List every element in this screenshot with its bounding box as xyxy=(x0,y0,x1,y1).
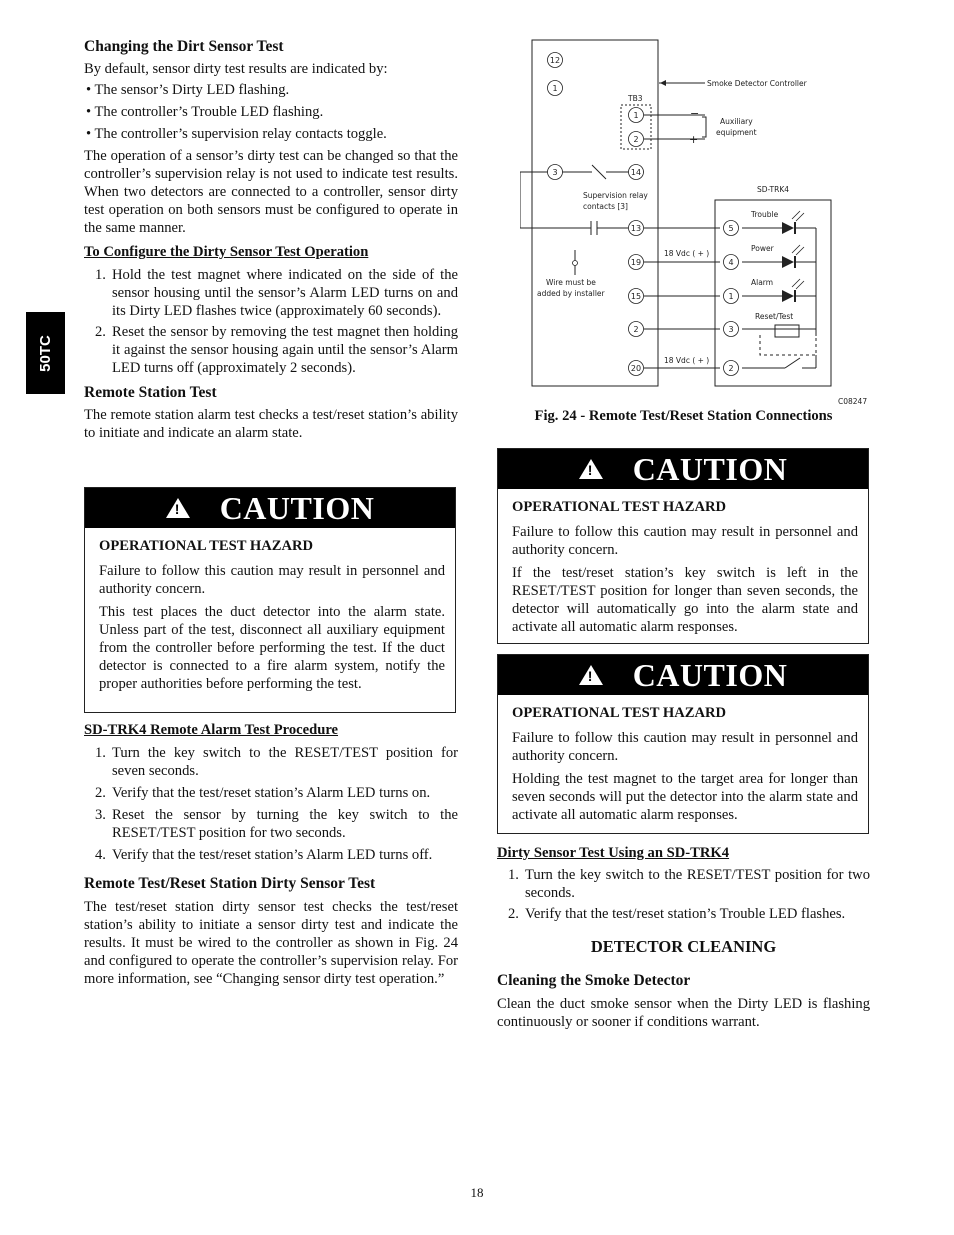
paragraph-operation: The operation of a sensor’s dirty test can be changed so that the controller’s supervision relay is not used to indicate test results. When two detectors are connected to a controller, sensor dirty test operation on both sensors must be configured to operate in the same manner. xyxy=(84,148,458,236)
trouble-led-icon xyxy=(782,222,794,234)
label-wire2: added by installer xyxy=(537,289,605,298)
terminal-label: 14 xyxy=(630,168,642,177)
terminal-label: 1 xyxy=(728,292,734,301)
list-item: • The controller’s Trouble LED flashing. xyxy=(86,104,324,120)
heading-dirty-sensor-test: Remote Test/Reset Station Dirty Sensor Test xyxy=(84,875,376,892)
caution-box-left xyxy=(84,487,456,713)
caution-text: Failure to follow this caution may result in personnel and authority concern. xyxy=(512,730,858,764)
label-vdc1: 18 Vdc ( + ) xyxy=(664,249,710,258)
caution-text: Holding the test magnet to the target area for longer than seven seconds will put the detector into the alarm state and activate all automatic alarm responses. xyxy=(512,771,858,823)
label-tb3: TB3 xyxy=(628,94,643,103)
list-item: 4. Verify that the test/reset station’s Alarm LED turns off. xyxy=(95,847,433,863)
label-trouble: Trouble xyxy=(751,210,779,219)
terminal-label: 15 xyxy=(630,292,642,301)
caution-box-right-1 xyxy=(497,448,869,644)
heading-dirty-sdtrk4: Dirty Sensor Test Using an SD-TRK4 xyxy=(497,845,730,861)
list-item: • The controller’s supervision relay contacts toggle. xyxy=(86,126,387,142)
heading-cleaning-smoke-detector: Cleaning the Smoke Detector xyxy=(497,972,691,989)
label-aux: Auxiliary xyxy=(720,117,753,126)
label-power: Power xyxy=(751,244,774,253)
list-item: • The sensor’s Dirty LED flashing. xyxy=(86,82,290,98)
hazard-title: OPERATIONAL TEST HAZARD xyxy=(512,499,727,515)
caution-title: CAUTION xyxy=(219,489,375,526)
terminal-label: 13 xyxy=(630,224,642,233)
terminal-label: 2 xyxy=(633,325,639,334)
terminal-label: 3 xyxy=(728,325,734,334)
caution-text: This test places the duct detector into the alarm state. Unless part of the test, disconnect all auxiliary equipment from the controller before performing the test. If the duct detector is connected to a fire alarm system, notify the proper authorities before performing the test. xyxy=(99,604,445,692)
terminal-label: 5 xyxy=(728,224,734,233)
hazard-title: OPERATIONAL TEST HAZARD xyxy=(512,705,727,721)
steps-configure xyxy=(84,266,458,377)
terminal-label: 4 xyxy=(728,258,734,267)
heading-changing-dirt-test: Changing the Dirt Sensor Test xyxy=(84,38,284,55)
terminal-label: 20 xyxy=(630,364,642,373)
list-item: 1. Hold the test magnet where indicated on the side of the sensor housing until the sensor’s Alarm LED turns on and its Dirty LED flashes twice (approximately 60 seconds). xyxy=(95,267,458,319)
heading-remote-station: Remote Station Test xyxy=(84,384,217,401)
label-sdtrk4: SD-TRK4 xyxy=(757,185,790,194)
figure-caption: Fig. 24 - Remote Test/Reset Station Connections xyxy=(534,408,833,424)
figure-code: C08247 xyxy=(838,397,868,406)
hazard-title: OPERATIONAL TEST HAZARD xyxy=(99,538,314,554)
label-reset: Reset/Test xyxy=(755,312,794,321)
paragraph-default: By default, sensor dirty test results are indicated by: xyxy=(84,61,388,77)
list-item: 2. Verify that the test/reset station’s Trouble LED flashes. xyxy=(508,906,846,922)
label-minus: − xyxy=(690,107,700,120)
terminal-label: 19 xyxy=(630,258,642,267)
label-aux2: equipment xyxy=(716,128,757,137)
warning-icon: ! xyxy=(579,459,603,479)
heading-sdtrk4-procedure: SD-TRK4 Remote Alarm Test Procedure xyxy=(84,722,339,738)
caution-text: Failure to follow this caution may result in personnel and authority concern. xyxy=(99,563,445,597)
terminal-label: 12 xyxy=(549,56,561,65)
arrow-icon xyxy=(660,80,666,86)
label-relay2: contacts [3] xyxy=(583,202,628,211)
warning-icon: ! xyxy=(166,498,190,518)
list-item: 3. Reset the sensor by turning the key switch to the RESET/TEST position for two seconds. xyxy=(95,807,458,841)
caution-box-right-2 xyxy=(497,654,869,834)
wiring-diagram xyxy=(520,35,875,407)
list-item: 1. Turn the key switch to the RESET/TEST position for seven seconds. xyxy=(95,745,458,779)
caution-header xyxy=(85,488,455,528)
list-item: 2. Reset the sensor by removing the test magnet then holding it against the sensor housing again until the sensor’s Alarm LED turns off (approximately 2 seconds). xyxy=(95,324,458,376)
heading-configure: To Configure the Dirty Sensor Test Operation xyxy=(84,244,369,260)
label-controller: Smoke Detector Controller xyxy=(707,79,807,88)
bullet-list xyxy=(84,79,458,145)
section-tab xyxy=(26,312,65,394)
caution-title: CAUTION xyxy=(632,450,788,487)
caution-header xyxy=(498,449,868,489)
page-number: 18 xyxy=(470,1185,484,1200)
caution-header xyxy=(498,655,868,695)
power-led-icon xyxy=(782,256,794,268)
label-wire1: Wire must be xyxy=(546,278,596,287)
terminal-label: 2 xyxy=(633,135,639,144)
section-tab-label: 50TC xyxy=(37,334,54,372)
paragraph-cleaning: Clean the duct smoke sensor when the Dirty LED is flashing continuously or sooner if conditions warrant. xyxy=(497,996,870,1030)
list-item: 2. Verify that the test/reset station’s Alarm LED turns on. xyxy=(95,785,431,801)
alarm-led-icon xyxy=(782,290,794,302)
terminal-label: 2 xyxy=(728,364,734,373)
steps-dirty-sdtrk4 xyxy=(497,866,870,923)
terminal-label: 1 xyxy=(552,84,558,93)
label-alarm: Alarm xyxy=(751,278,774,287)
label-relay1: Supervision relay xyxy=(583,191,648,200)
terminal-label: 3 xyxy=(552,168,558,177)
caution-text: Failure to follow this caution may result in personnel and authority concern. xyxy=(512,524,858,558)
warning-icon: ! xyxy=(579,665,603,685)
label-vdc2: 18 Vdc ( + ) xyxy=(664,356,710,365)
label-plus: + xyxy=(689,133,699,146)
paragraph-dirty-sensor-test: The test/reset station dirty sensor test checks the test/reset station’s ability to initiate a sensor dirty test and indicate the results. It must be wired to the controller as shown in Fig. 24 and configured to operate the controller’s supervision relay. For more information, see “Changing sensor dirty test operation.” xyxy=(84,899,458,987)
heading-detector-cleaning: DETECTOR CLEANING xyxy=(590,937,777,956)
paragraph-remote-station: The remote station alarm test checks a test/reset station’s ability to initiate and indicate an alarm state. xyxy=(84,407,458,441)
caution-title: CAUTION xyxy=(632,656,788,693)
list-item: 1. Turn the key switch to the RESET/TEST position for two seconds. xyxy=(508,867,870,901)
terminal-label: 1 xyxy=(633,111,639,120)
steps-alarm-test xyxy=(84,744,458,864)
caution-text: If the test/reset station’s key switch is left in the RESET/TEST position for longer than seven seconds, the detector will automatically go into the alarm state and activate all automatic alarm responses. xyxy=(512,565,858,635)
